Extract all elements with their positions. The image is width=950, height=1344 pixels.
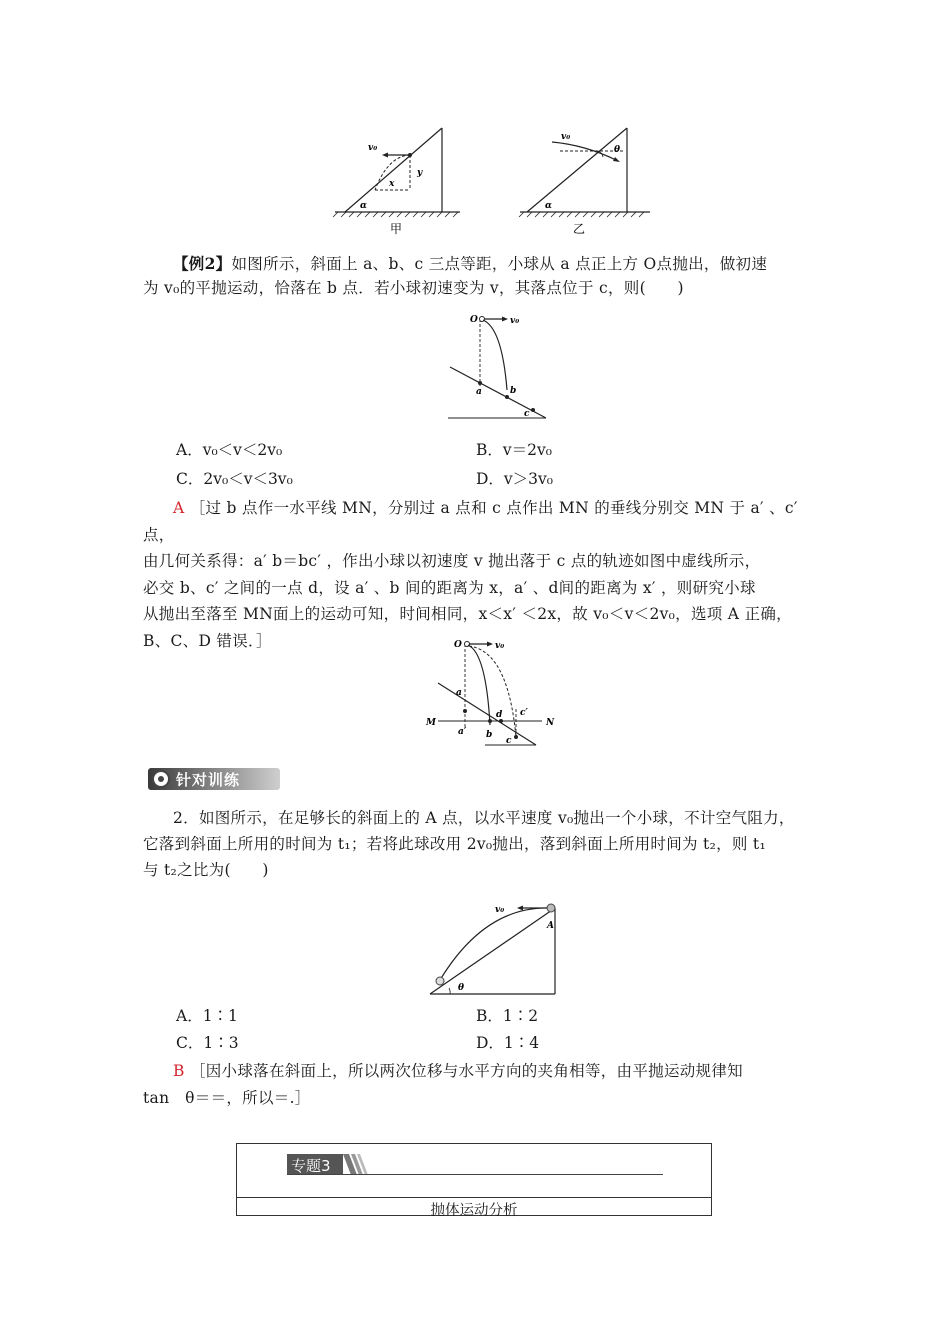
question2-text xyxy=(143,805,823,883)
label-A: A xyxy=(547,921,554,931)
example2-line1-text: 如图所示，斜面上 a、b、c 三点等距，小球从 a 点正上方 O点抛出，做初速 xyxy=(231,255,768,273)
question2-explanation xyxy=(143,1058,823,1112)
label-d: d xyxy=(496,710,503,720)
question2-option-d: D．1∶4 xyxy=(476,1034,540,1052)
example2-tag: 【例2】 xyxy=(173,254,232,273)
example2-option-b: B．v＝2v₀ xyxy=(476,441,552,459)
q2-explanation-line2: tan θ＝＝，所以＝.］ xyxy=(143,1089,311,1107)
example2-text xyxy=(143,252,823,300)
figure-yi xyxy=(519,128,650,236)
topic-tag-label: 专题3 xyxy=(291,1157,331,1175)
section-badge xyxy=(148,768,280,790)
label-v0: v₀ xyxy=(368,143,378,153)
topic-box xyxy=(236,1143,712,1219)
explanation-line5: B、C、D 错误．］ xyxy=(143,631,272,650)
explanation-line2: 由几何关系得：a′ b＝bc′ ，作出小球以初速度 v 抛出落于 c 点的轨迹如图中虚线所示， xyxy=(143,552,761,570)
label-O: O xyxy=(470,315,478,325)
q2-explanation-line1-text: ［因小球落在斜面上，所以两次位移与水平方向的夹角相等，由平抛运动规律知 xyxy=(189,1062,743,1080)
example2-line1 xyxy=(143,252,823,276)
label-a: a xyxy=(476,387,482,397)
label-jia: 甲 xyxy=(390,222,403,236)
question2-figure xyxy=(425,898,565,1000)
label-O: O xyxy=(454,640,462,650)
answer-letter: A xyxy=(173,499,185,517)
section-badge-label: 针对训练 xyxy=(176,771,241,789)
question2-line1: 2．如图所示，在足够长的斜面上的 A 点，以水平速度 v₀抛出一个小球，不计空气阻力， xyxy=(173,809,795,827)
topic-title: 抛体运动分析 xyxy=(430,1203,518,1219)
label-alpha: α xyxy=(360,201,367,211)
example2-option-a: A．v₀＜v＜2v₀ xyxy=(176,441,283,459)
example2-option-c: C．2v₀＜v＜3v₀ xyxy=(176,470,293,488)
question2-option-a: A．1∶1 xyxy=(176,1007,238,1025)
example2-line2: 为 v₀的平抛运动，恰落在 b 点．若小球初速变为 v，其落点位于 c，则( ) xyxy=(143,279,684,297)
label-alpha: α xyxy=(545,201,552,211)
label-v0: v₀ xyxy=(495,641,505,651)
example2-figure2 xyxy=(420,633,570,748)
label-v0: v₀ xyxy=(510,316,520,326)
q2-explanation-line1 xyxy=(143,1058,823,1085)
question2-line3: 与 t₂之比为( ) xyxy=(143,861,269,879)
target-icon xyxy=(152,770,170,788)
label-a-prime: a′ xyxy=(458,727,467,737)
label-M: M xyxy=(426,718,436,728)
label-y: y xyxy=(417,168,423,178)
label-theta: θ xyxy=(458,983,465,993)
explanation-line3: 必交 b、c′ 之间的一点 d，设 a′ 、b 间的距离为 x，a′ 、d间的距离为 x′ ，则研究小球 xyxy=(143,578,756,597)
question2-option-b: B．1∶2 xyxy=(476,1007,539,1025)
example2-figure xyxy=(440,308,560,423)
label-c: c xyxy=(506,736,512,746)
figure-jia-yi xyxy=(330,120,660,240)
label-N: N xyxy=(546,718,555,728)
label-yi: 乙 xyxy=(573,222,586,236)
label-v0: v₀ xyxy=(561,132,571,142)
topic-tag xyxy=(287,1154,343,1175)
label-x: x xyxy=(389,179,395,189)
explanation-line1-text: ［过 b 点作一水平线 MN，分别过 a 点和 c 点作出 MN 的垂线分别交 MN 于 a′ 、c′ 点， xyxy=(143,499,798,544)
label-c-prime: c′ xyxy=(520,708,528,718)
label-b: b xyxy=(486,730,493,740)
topic-stripes xyxy=(343,1154,373,1175)
topic-underline xyxy=(287,1174,663,1175)
label-b: b xyxy=(510,386,517,396)
question2-line2: 它落到斜面上所用的时间为 t₁；若将此球改用 2v₀抛出，落到斜面上所用时间为 t₂，则 t₁ xyxy=(143,835,766,853)
example2-explanation xyxy=(143,495,823,654)
label-theta: θ xyxy=(614,145,621,155)
label-v0: v₀ xyxy=(495,905,505,915)
topic-divider xyxy=(237,1197,711,1198)
explanation-line1 xyxy=(143,495,823,548)
q2-answer-letter: B xyxy=(173,1062,185,1080)
explanation-line4: 从抛出至落至 MN面上的运动可知，时间相同，x＜x′ ＜2x，故 v₀＜v＜2v₀，选项 A 正确， xyxy=(143,605,792,623)
figure-jia xyxy=(333,128,460,236)
label-c: c xyxy=(524,409,530,419)
example2-option-d: D．v＞3v₀ xyxy=(476,470,554,488)
label-a: a xyxy=(456,688,462,698)
question2-option-c: C．1∶3 xyxy=(176,1034,239,1052)
